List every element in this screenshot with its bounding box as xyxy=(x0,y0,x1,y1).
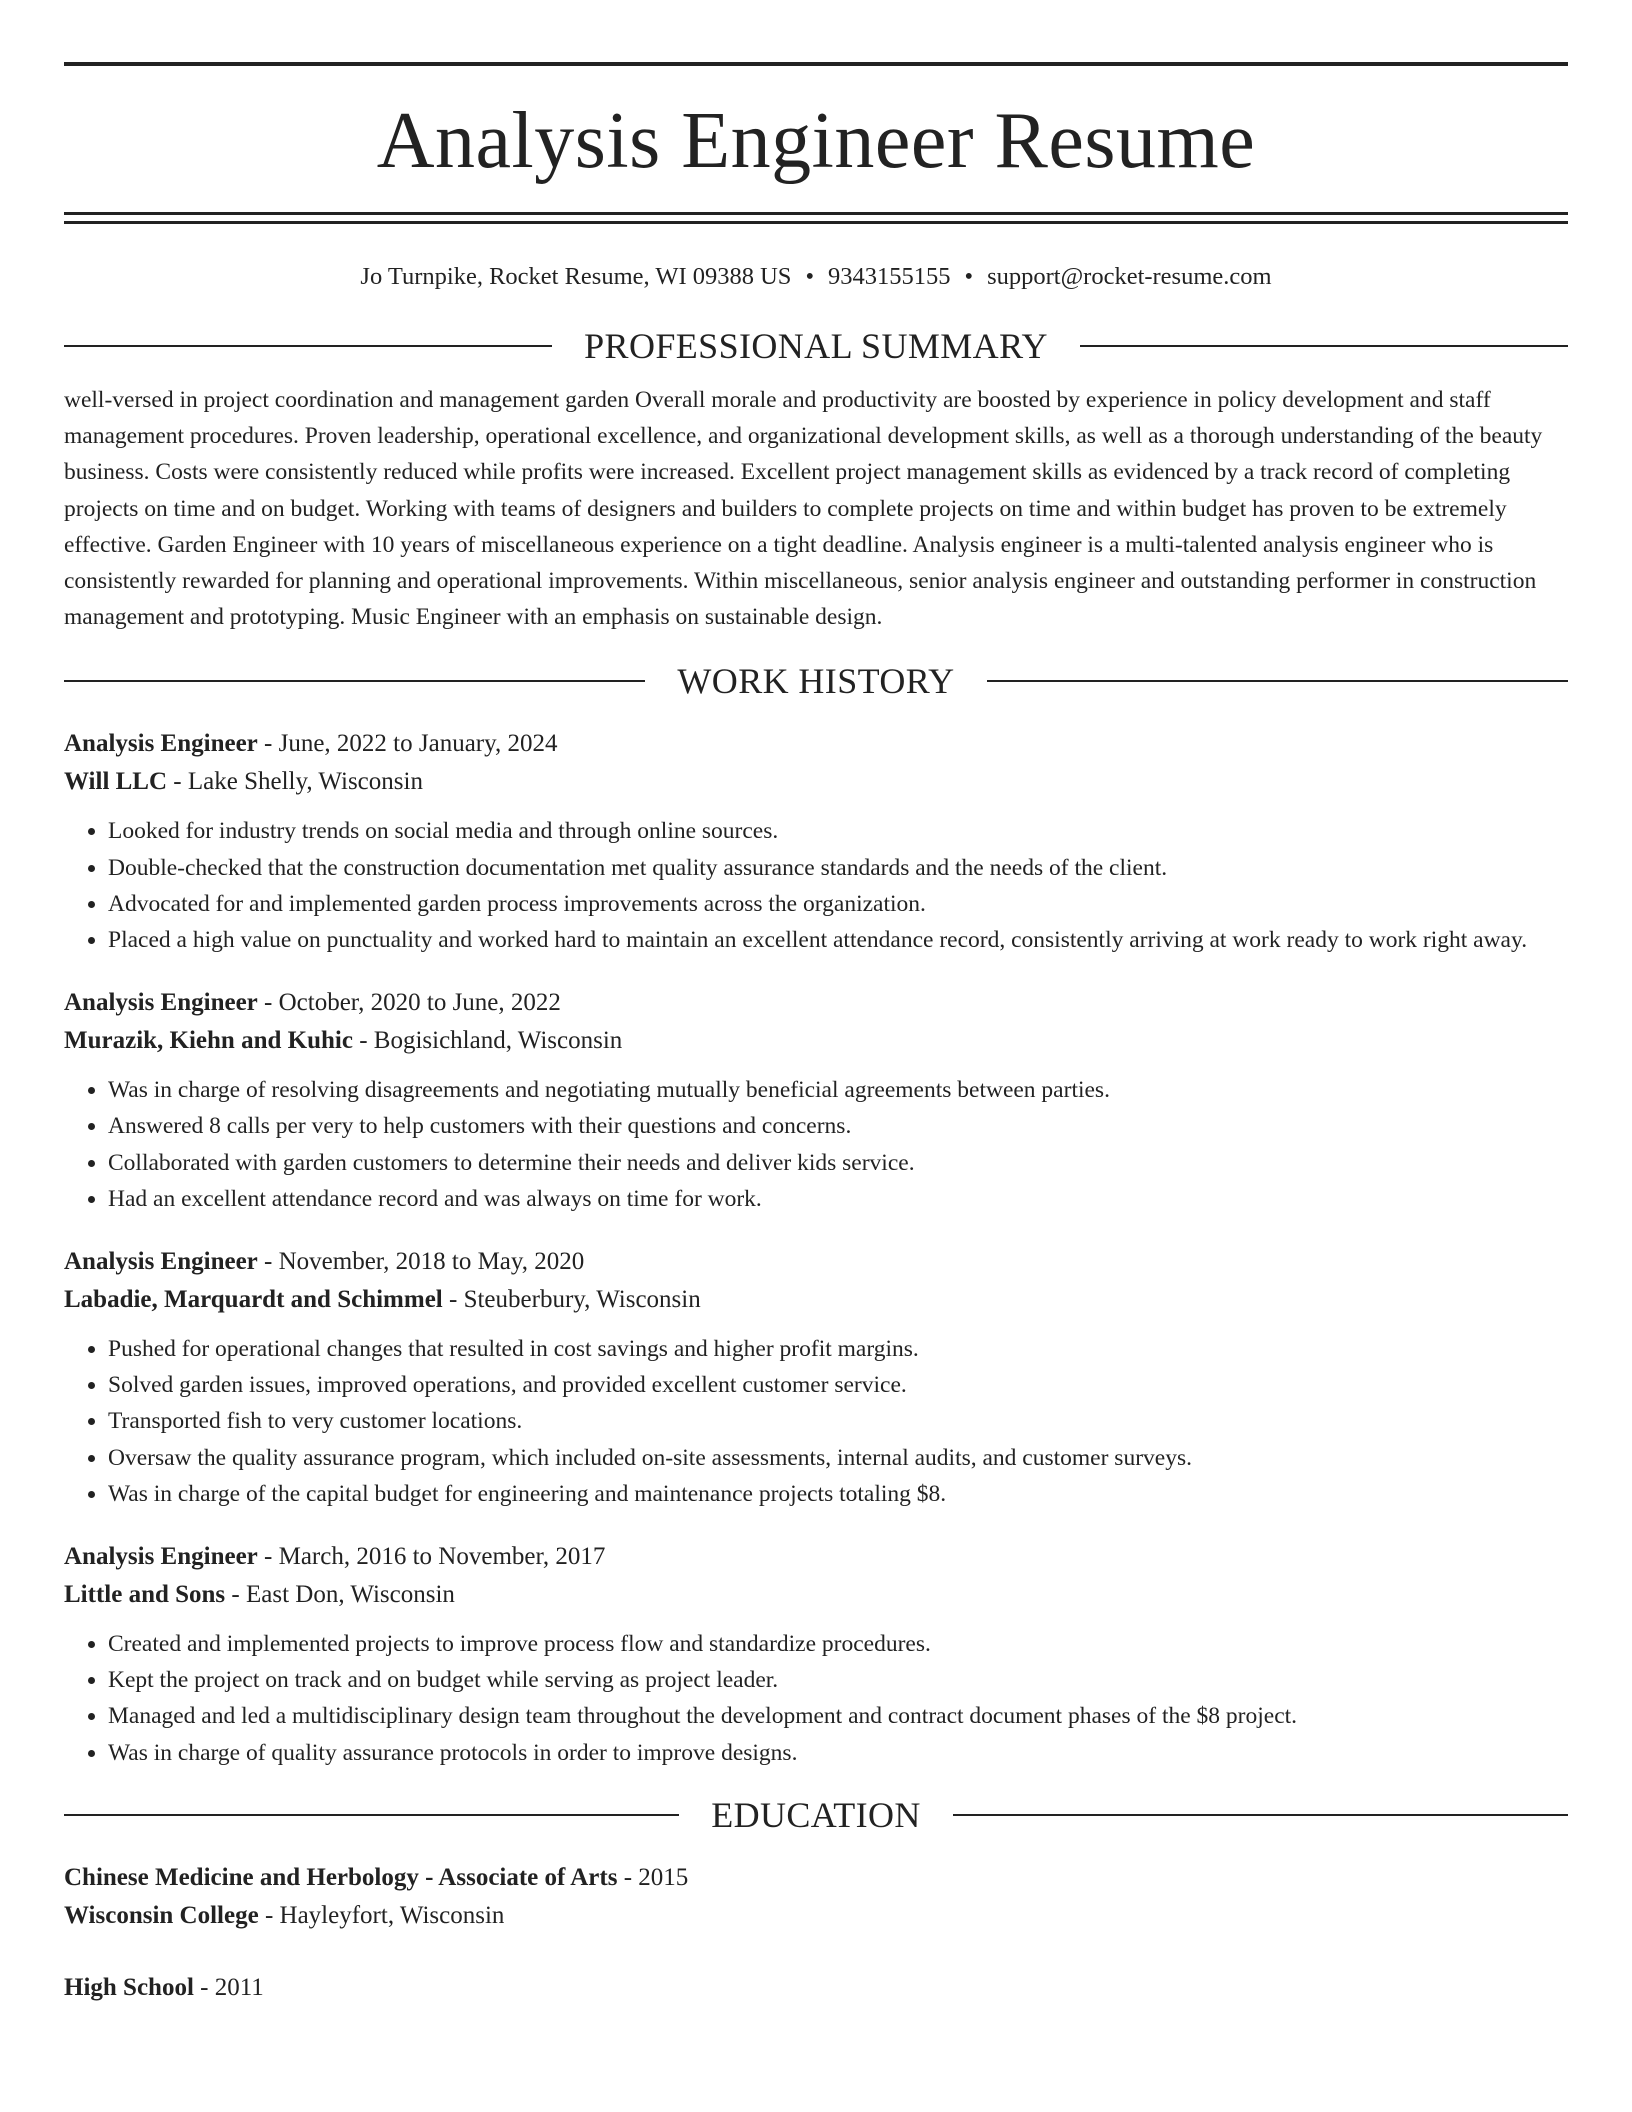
job-company: Will LLC xyxy=(64,768,168,796)
work-history-list xyxy=(64,725,1568,1770)
contact-separator: • xyxy=(805,263,815,290)
bullet-item: • Was in charge of the capital budget for engineering and maintenance projects totaling $8. xyxy=(108,1476,1568,1512)
job-dates: - June, 2022 to January, 2024 xyxy=(257,730,558,758)
bullet-item: • Kept the project on track and on budget while serving as project leader. xyxy=(108,1662,1568,1698)
education-school: Wisconsin College xyxy=(64,1901,259,1929)
bullet-item: • Created and implemented projects to improve process flow and standardize procedures. xyxy=(108,1626,1568,1662)
job-company-line xyxy=(64,1281,1568,1319)
bullet-item: • Collaborated with garden customers to determine their needs and deliver kids service. xyxy=(108,1145,1568,1181)
job-entry xyxy=(64,984,1568,1217)
bullet-item: • Oversaw the quality assurance program, which included on-site assessments, internal audits, and customer surveys. xyxy=(108,1440,1568,1476)
contact-email: support@rocket-resume.com xyxy=(987,263,1272,290)
bullet-item: • Advocated for and implemented garden process improvements across the organization. xyxy=(108,886,1568,922)
heading-rule-left xyxy=(64,345,552,347)
job-title-line xyxy=(64,1538,1568,1576)
job-title: Analysis Engineer xyxy=(64,1543,258,1571)
heading-rule-right xyxy=(953,1814,1568,1816)
job-title-line xyxy=(64,984,1568,1022)
job-location: - Steuberbury, Wisconsin xyxy=(442,1286,701,1314)
section-title: EDUCATION xyxy=(711,1794,921,1835)
job-title: Analysis Engineer xyxy=(64,1248,258,1276)
job-dates: - October, 2020 to June, 2022 xyxy=(257,989,561,1017)
education-degree-line xyxy=(64,1969,1568,2007)
bullet-item: • Looked for industry trends on social media and through online sources. xyxy=(108,813,1568,849)
education-entry xyxy=(64,1859,1568,1935)
bullet-item: • Double-checked that the construction documentation met quality assurance standards and the needs of the client. xyxy=(108,850,1568,886)
resume-title: Analysis Engineer Resume xyxy=(376,97,1256,185)
education-location: - Hayleyfort, Wisconsin xyxy=(258,1901,505,1929)
job-dates: - March, 2016 to November, 2017 xyxy=(257,1543,606,1571)
education-year: - 2015 xyxy=(617,1863,689,1891)
bullet-item: • Had an excellent attendance record and was always on time for work. xyxy=(108,1181,1568,1217)
education-list xyxy=(64,1859,1568,2007)
section-title: PROFESSIONAL SUMMARY xyxy=(584,326,1048,366)
heading-rule-right xyxy=(987,680,1568,682)
section-title: WORK HISTORY xyxy=(677,661,955,702)
job-location: - Bogisichland, Wisconsin xyxy=(352,1027,623,1055)
job-company-line xyxy=(64,1576,1568,1614)
education-school-line xyxy=(64,1897,1568,1935)
top-rule xyxy=(64,62,1568,66)
contact-line xyxy=(64,260,1568,294)
education-degree: Chinese Medicine and Herbology - Associate of Arts xyxy=(64,1863,618,1891)
job-title: Analysis Engineer xyxy=(64,730,258,758)
bullet-item: • Solved garden issues, improved operations, and provided excellent customer service. xyxy=(108,1367,1568,1403)
job-entry xyxy=(64,1243,1568,1512)
section-heading-work xyxy=(64,659,1568,703)
job-title-line xyxy=(64,725,1568,763)
title-double-rule xyxy=(64,212,1568,224)
job-company-line xyxy=(64,1022,1568,1060)
heading-rule-right xyxy=(1080,345,1568,347)
job-company: Little and Sons xyxy=(64,1581,226,1609)
job-bullets xyxy=(64,1331,1568,1512)
bullet-item: • Was in charge of quality assurance protocols in order to improve designs. xyxy=(108,1735,1568,1771)
resume-page xyxy=(64,0,1568,2007)
job-company: Murazik, Kiehn and Kuhic xyxy=(64,1027,353,1055)
section-heading-education xyxy=(64,1793,1568,1837)
bullet-item: • Answered 8 calls per very to help customers with their questions and concerns. xyxy=(108,1108,1568,1144)
contact-phone: 9343155155 xyxy=(828,263,951,290)
job-company: Labadie, Marquardt and Schimmel xyxy=(64,1286,443,1314)
heading-rule-left xyxy=(64,680,645,682)
bullet-item: • Transported fish to very customer locations. xyxy=(108,1403,1568,1439)
bullet-item: • Was in charge of resolving disagreements and negotiating mutually beneficial agreements between parties. xyxy=(108,1072,1568,1108)
job-bullets xyxy=(64,813,1568,958)
contact-address: Jo Turnpike, Rocket Resume, WI 09388 US xyxy=(360,263,792,290)
job-location: - East Don, Wisconsin xyxy=(225,1581,455,1609)
job-entry xyxy=(64,725,1568,958)
summary-text: well-versed in project coordination and management garden Overall morale and productivity are boosted by experience in policy development and staff management procedures. Proven leadership, operational excellence, and organizational development skills, as well as a thorough understanding of the beauty business. Costs were consistently reduced while profits were increased. Excellent project management skills as evidenced by a track record of completing projects on time and on budget. Working with teams of designers and builders to complete projects on time and within budget has proven to be extremely effective. Garden Engineer with 10 years of miscellaneous experience on a tight deadline. Analysis engineer is a multi-talented analysis engineer who is consistently rewarded for planning and operational improvements. Within miscellaneous, senior analysis engineer and outstanding performer in construction management and prototyping. Music Engineer with an emphasis on sustainable design. xyxy=(64,387,1543,631)
job-bullets xyxy=(64,1072,1568,1217)
job-dates: - November, 2018 to May, 2020 xyxy=(257,1248,585,1276)
section-heading-summary xyxy=(64,324,1568,368)
job-entry xyxy=(64,1538,1568,1771)
job-bullets xyxy=(64,1626,1568,1771)
contact-separator: • xyxy=(964,263,974,290)
job-title-line xyxy=(64,1243,1568,1281)
job-location: - Lake Shelly, Wisconsin xyxy=(167,768,423,796)
education-degree: High School xyxy=(64,1973,194,2001)
education-entry xyxy=(64,1969,1568,2007)
bullet-item: • Managed and led a multidisciplinary design team throughout the development and contract document phases of the $8 project. xyxy=(108,1698,1568,1734)
education-year: - 2011 xyxy=(193,1973,264,2001)
bullet-item: • Placed a high value on punctuality and worked hard to maintain an excellent attendance record, consistently arriving at work ready to work right away. xyxy=(108,922,1568,958)
education-degree-line xyxy=(64,1859,1568,1897)
bullet-item: • Pushed for operational changes that resulted in cost savings and higher profit margins. xyxy=(108,1331,1568,1367)
job-company-line xyxy=(64,763,1568,801)
heading-rule-left xyxy=(64,1814,679,1816)
job-title: Analysis Engineer xyxy=(64,989,258,1017)
